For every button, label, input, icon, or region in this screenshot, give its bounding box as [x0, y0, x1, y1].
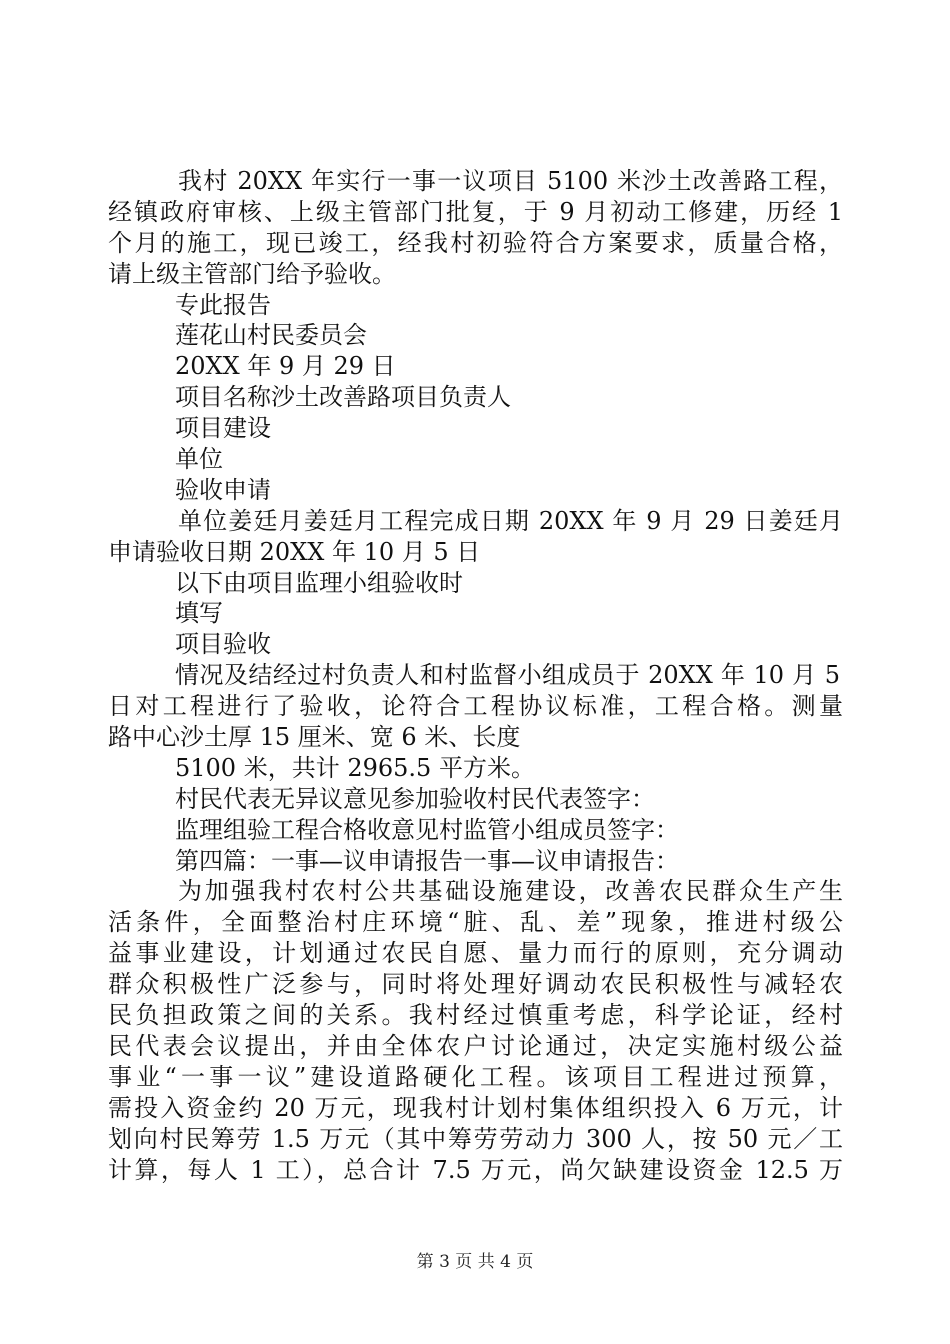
text-line: 监理组验工程合格收意见村监管小组成员签字：	[175, 815, 679, 844]
text-line: 益事业建设，计划通过农民自愿、量力而行的原则，充分调动	[108, 939, 843, 968]
text-line: 验收申请	[175, 475, 271, 504]
text-line: 申请验收日期 20XX 年 10 月 5 日	[108, 537, 481, 566]
page-number-footer: 第 3 页 共 4 页	[416, 1252, 534, 1272]
document-body	[108, 166, 843, 1185]
text-line: 民负担政策之间的关系。我村经过慎重考虑，科学论证，经村	[108, 1001, 843, 1030]
text-line: 事业“一事一议”建设道路硬化工程。该项目工程进过预算，	[108, 1062, 843, 1091]
text-line: 项目名称沙土改善路项目负责人	[175, 383, 511, 412]
text-line: 日对工程进行了验收，论符合工程协议标准，工程合格。测量	[108, 692, 843, 721]
text-line: 个月的施工，现已竣工，经我村初验符合方案要求，质量合格，	[108, 228, 843, 257]
text-line: 第四篇：一事—议申请报告一事—议申请报告：	[175, 846, 679, 875]
text-line: 民代表会议提出，并由全体农户讨论通过，决定实施村级公益	[108, 1031, 843, 1060]
text-line: 经镇政府审核、上级主管部门批复，于 9 月初动工修建，历经 1	[108, 197, 843, 226]
text-line: 项目建设	[175, 414, 271, 443]
text-line: 情况及结经过村负责人和村监督小组成员于 20XX 年 10 月 5	[175, 661, 840, 690]
text-line: 我村 20XX 年实行一事一议项目 5100 米沙土改善路工程，	[178, 167, 843, 195]
text-line: 莲花山村民委员会	[175, 321, 367, 350]
text-line: 路中心沙土厚 15 厘米、宽 6 米、长度	[108, 723, 521, 752]
text-line: 计算，每人 1 工），总合计 7.5 万元，尚欠缺建设资金 12.5 万	[108, 1155, 843, 1184]
text-line: 村民代表无异议意见参加验收村民代表签字：	[175, 784, 655, 813]
text-line: 5100 米，共计 2965.5 平方米。	[175, 753, 535, 782]
text-line: 以下由项目监理小组验收时	[175, 568, 463, 597]
text-line: 单位姜廷月姜廷月工程完成日期 20XX 年 9 月 29 日姜廷月	[178, 506, 843, 535]
text-line: 专此报告	[175, 290, 271, 319]
text-line: 项目验收	[175, 630, 271, 659]
text-line: 划向村民筹劳 1.5 万元（其中筹劳劳动力 300 人，按 50 元／工	[108, 1124, 843, 1153]
text-line: 请上级主管部门给予验收。	[108, 259, 396, 288]
text-line: 群众积极性广泛参与，同时将处理好调动农民积极性与减轻农	[108, 970, 843, 999]
text-line: 活条件，全面整治村庄环境“脏、乱、差”现象，推进村级公	[108, 908, 843, 937]
text-line: 为加强我村农村公共基础设施建设，改善农民群众生产生	[178, 877, 843, 906]
text-line: 单位	[175, 445, 223, 474]
text-line: 填写	[175, 599, 223, 628]
text-line: 20XX 年 9 月 29 日	[175, 352, 396, 381]
text-line: 需投入资金约 20 万元，现我村计划村集体组织投入 6 万元，计	[108, 1093, 843, 1122]
